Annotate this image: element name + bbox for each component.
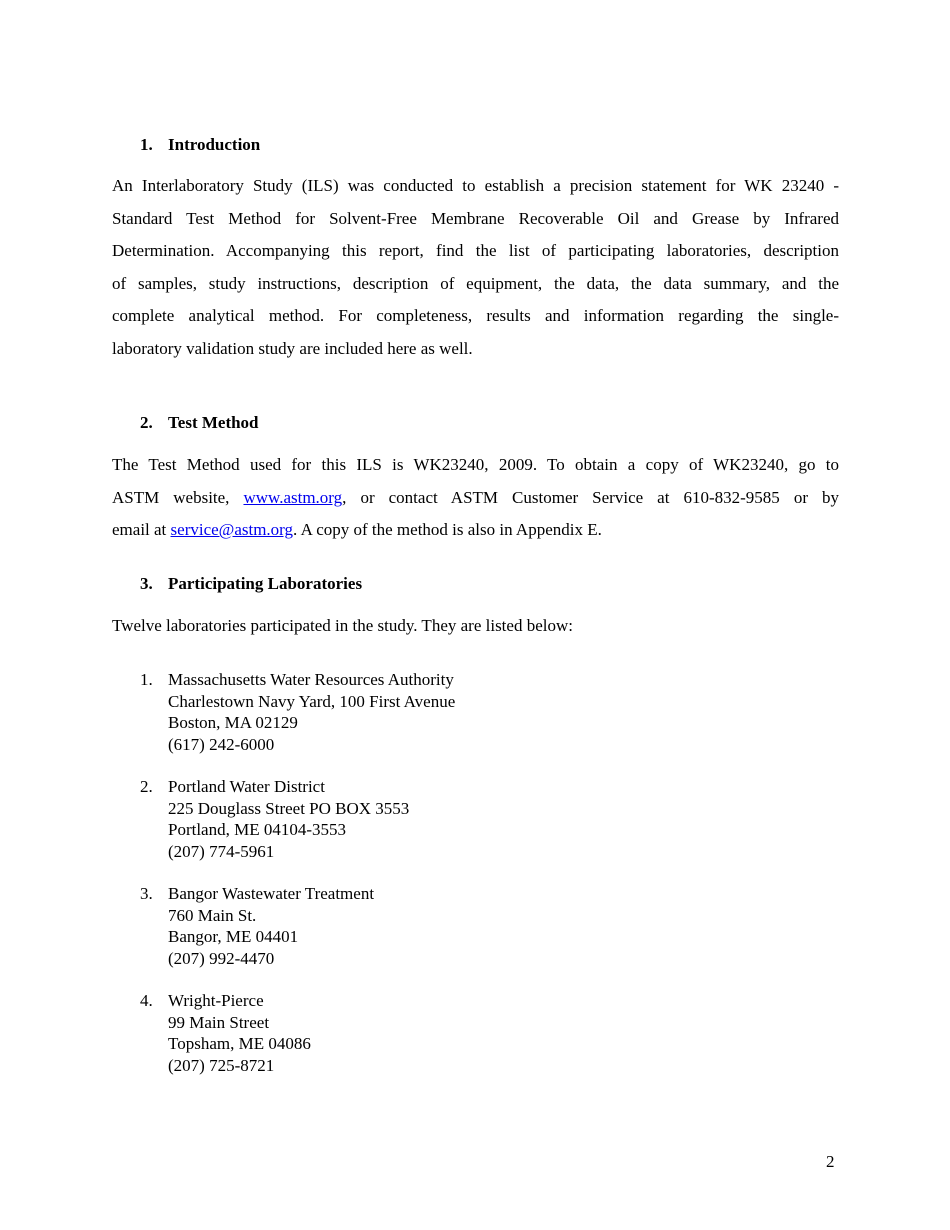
- paragraph-line: [112, 482, 839, 515]
- paragraph-line: laboratory validation study are included here as well.: [112, 338, 473, 358]
- laboratory-number: 2.: [140, 777, 153, 796]
- laboratory-city: Portland, ME 04104-3553: [168, 820, 347, 839]
- laboratory-address: 225 Douglass Street PO BOX 3553: [168, 798, 410, 818]
- laboratory-phone: (207) 774-5961: [168, 841, 275, 861]
- paragraph-line: of samples, study instructions, description of equipment, the data, the data summary, and the: [112, 273, 839, 293]
- laboratory-address: Charlestown Navy Yard, 100 First Avenue: [168, 691, 456, 711]
- laboratory-number: 4.: [140, 991, 153, 1010]
- laboratory-number: 1.: [140, 670, 153, 689]
- section-title: Introduction: [168, 135, 261, 154]
- laboratory-address: 99 Main Street: [168, 1012, 270, 1032]
- section-number: 2.: [140, 413, 153, 432]
- laboratory-city: Bangor, ME 04401: [168, 927, 299, 946]
- laboratory-number: 3.: [140, 884, 153, 903]
- laboratory-name: Bangor Wastewater Treatment: [168, 884, 375, 903]
- laboratory-phone: (617) 242-6000: [168, 734, 275, 754]
- paragraph-text: email at: [112, 520, 171, 539]
- section-title: Test Method: [168, 413, 259, 432]
- astm-email-link[interactable]: service@astm.org: [170, 520, 294, 539]
- paragraph-line: Standard Test Method for Solvent-Free Membrane Recoverable Oil and Grease by Infrared: [112, 208, 839, 228]
- laboratory-name: Portland Water District: [168, 777, 325, 796]
- laboratory-city: Boston, MA 02129: [168, 713, 298, 732]
- paragraph-line: complete analytical method. For completeness, results and information regarding the single-: [112, 306, 839, 325]
- paragraph-text: . A copy of the method is also in Appendix E.: [293, 520, 602, 539]
- page-number: 2: [826, 1152, 835, 1171]
- section-heading-test-method: [140, 413, 259, 433]
- laboratory-phone: (207) 725-8721: [168, 1055, 275, 1075]
- section-title: Participating Laboratories: [168, 574, 363, 593]
- paragraph-line: The Test Method used for this ILS is WK23240, 2009. To obtain a copy of WK23240, go to: [112, 455, 839, 474]
- test-method-paragraph: [112, 449, 839, 547]
- laboratory-address: 760 Main St.: [168, 905, 257, 925]
- paragraph-text: , or contact ASTM Customer Service at 610-832-9585 or by: [342, 487, 839, 507]
- section-number: 3.: [140, 574, 153, 593]
- section-number: 1.: [140, 135, 153, 154]
- paragraph-line: [112, 514, 839, 547]
- paragraph-line: An Interlaboratory Study (ILS) was conducted to establish a precision statement for WK 23240 -: [112, 176, 839, 195]
- paragraph-line: Determination. Accompanying this report, find the list of participating laboratories, description: [112, 241, 839, 260]
- laboratory-city: Topsham, ME 04086: [168, 1034, 311, 1053]
- section-heading-participating-laboratories: [140, 574, 362, 594]
- laboratory-name: Wright-Pierce: [168, 991, 264, 1010]
- laboratories-intro: Twelve laboratories participated in the study. They are listed below:: [112, 616, 573, 635]
- laboratory-name: Massachusetts Water Resources Authority: [168, 670, 454, 689]
- section-heading-introduction: [140, 135, 260, 155]
- astm-website-link[interactable]: www.astm.org: [243, 487, 343, 507]
- paragraph-text: ASTM website,: [112, 487, 244, 507]
- introduction-paragraph: [112, 170, 839, 365]
- laboratory-phone: (207) 992-4470: [168, 948, 275, 968]
